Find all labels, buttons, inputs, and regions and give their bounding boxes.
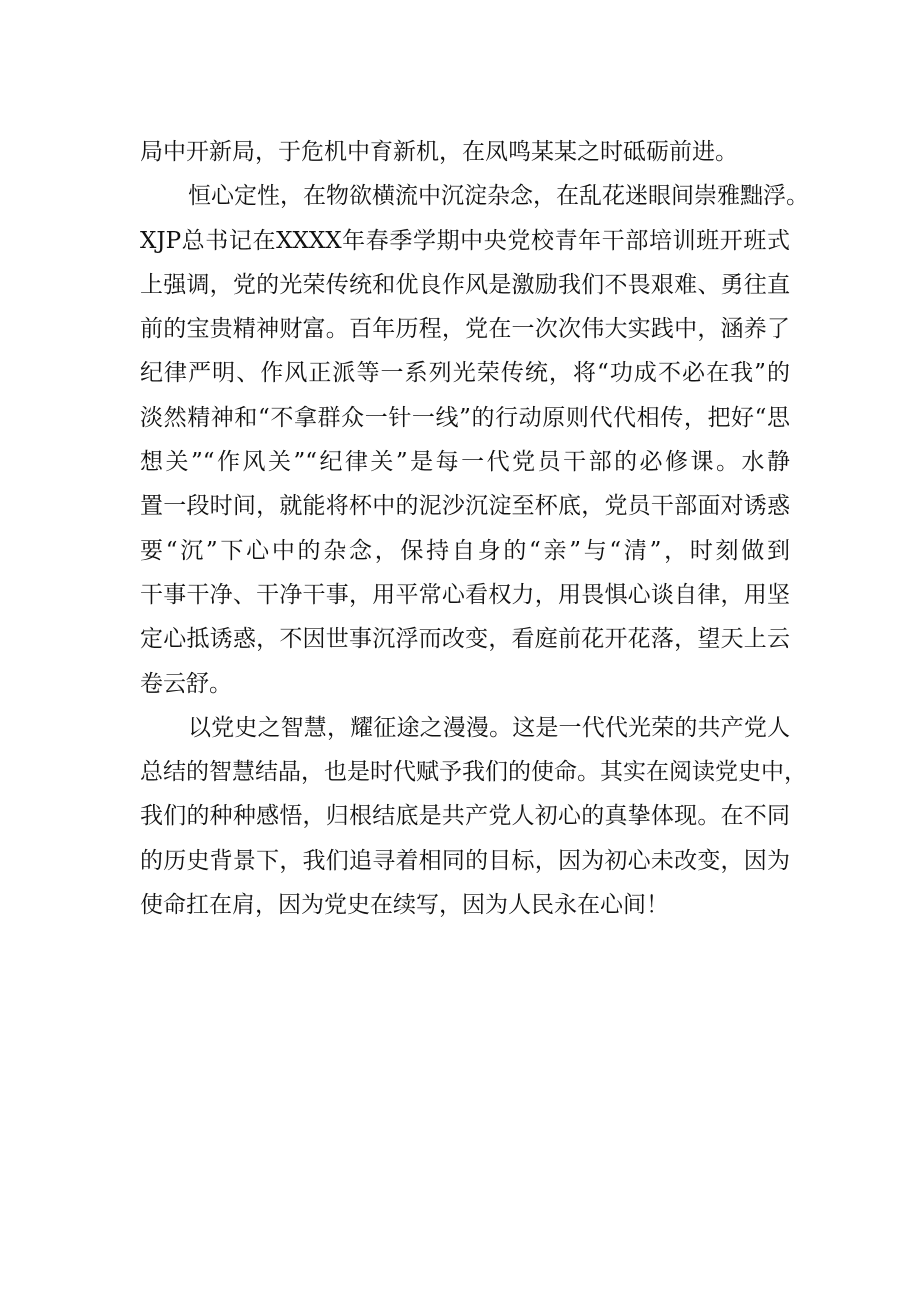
text-line: 的历史背景下，我们追寻着相同的目标，因为初心未改变，因为 xyxy=(140,847,790,874)
text-line: 使命扛在肩，因为党史在续写，因为人民永在心间！ xyxy=(140,892,669,919)
text-line: 纪律严明、作风正派等一系列光荣传统，将“功成不必在我”的 xyxy=(140,360,790,387)
text-line: 以党史之智慧，耀征途之漫漫。这是一代代光荣的共产党人 xyxy=(188,714,790,741)
text-line: 定心抵诱惑，不因世事沉浮而改变，看庭前花开花落，望天上云 xyxy=(140,626,790,653)
text-line: 卷云舒。 xyxy=(140,670,232,697)
text-line: 置一段时间，就能将杯中的泥沙沉淀至杯底，党员干部面对诱惑 xyxy=(140,493,790,520)
text-line: 想关”“作风关”“纪律关”是每一代党员干部的必修课。水静 xyxy=(140,449,790,476)
text-line: 干事干净、干净干事，用平常心看权力，用畏惧心谈自律，用坚 xyxy=(140,581,790,608)
text-line: 要“沉”下心中的杂念，保持自身的“亲”与“清”，时刻做到 xyxy=(140,537,790,564)
text-line: 我们的种种感悟，归根结底是共产党人初心的真挚体现。在不同 xyxy=(140,803,790,830)
text-line: 淡然精神和“不拿群众一针一线”的行动原则代代相传，把好“思 xyxy=(140,404,790,431)
text-line: 上强调，党的光荣传统和优良作风是激励我们不畏艰难、勇往直 xyxy=(140,271,790,298)
text-line: 局中开新局，于危机中育新机，在凤鸣某某之时砥砺前进。 xyxy=(140,139,738,165)
text-line: 恒心定性，在物欲横流中沉淀杂念，在乱花迷眼间崇雅黜浮。 xyxy=(188,183,809,210)
text-line: 总结的智慧结晶，也是时代赋予我们的使命。其实在阅读党史中， xyxy=(140,759,807,786)
text-line: XJP总书记在XXXX年春季学期中央党校青年干部培训班开班式 xyxy=(140,227,790,254)
body-text xyxy=(140,130,809,927)
text-line: 前的宝贵精神财富。百年历程，党在一次次伟大实践中，涵养了 xyxy=(140,316,790,343)
